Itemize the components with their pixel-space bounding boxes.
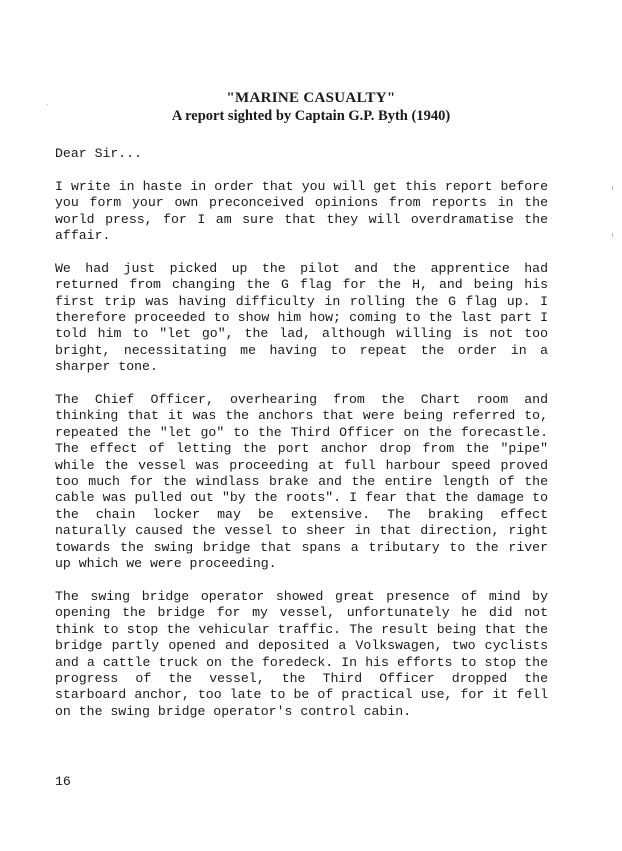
paragraph-4: The swing bridge operator showed great presence of mind by opening the bridge for my vessel, unfortunately he did not think to stop the vehicular traffic. The result being that the bridge partly opened and deposited a Volkswagen, two cyclists and a cattle truck on the foredeck. In his efforts to stop the progress of the vessel, the Third Officer dropped the starboard anchor, too late to be of practical use, for it fell on the swing bridge operator's control cabin.: [55, 588, 548, 719]
scan-speck: [612, 186, 613, 190]
document-title: "MARINE CASUALTY": [226, 90, 396, 106]
salutation: Dear Sir...: [55, 146, 143, 161]
letter-body: [55, 146, 548, 737]
page-number: 16: [55, 774, 71, 789]
scan-speck: [612, 233, 613, 237]
paragraph-3: The Chief Officer, overhearing from the Chart room and thinking that it was the anchors that were being referred to, repeated the "let go" to the Third Officer on the forecastle. The effect of letting the port anchor drop from the "pipe" while the vessel was proceeding at full harbour speed proved too much for the windlass brake and the entire length of the cable was pulled out "by the roots". I fear that the damage to the chain locker may be extensive. The braking effect naturally caused the vessel to sheer in that direction, right towards the swing bridge that spans a tributary to the river up which we were proceeding.: [55, 392, 548, 572]
document-subtitle: A report sighted by Captain G.P. Byth (1940): [171, 108, 451, 124]
paragraph-1: I write in haste in order that you will get this report before you form your own preconceived opinions from reports in the world press, for I am sure that they will overdramatise the affair.: [55, 178, 548, 244]
paragraph-2: We had just picked up the pilot and the apprentice had returned from changing the G flag for the H, and being his first trip was having difficulty in rolling the G flag up. I therefore proceeded to show him how; coming to the last part I told him to "let go", the lad, although willing is not too bright, necessitating me having to repeat the order in a sharper tone.: [55, 260, 548, 375]
scan-speck: [47, 104, 48, 105]
